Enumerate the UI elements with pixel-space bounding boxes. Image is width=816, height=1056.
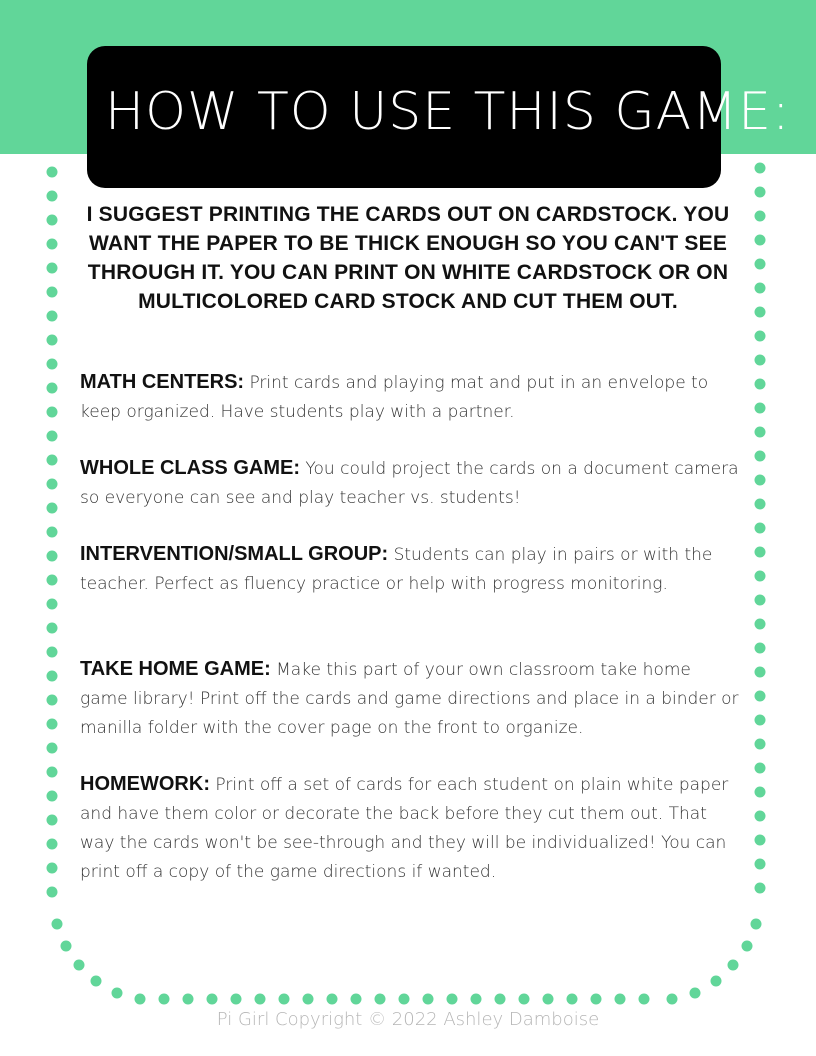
border-dot xyxy=(52,919,63,930)
border-dot xyxy=(755,739,766,750)
border-dot xyxy=(74,960,85,971)
border-dot xyxy=(255,994,266,1005)
border-dot xyxy=(755,283,766,294)
section-intervention xyxy=(80,540,740,599)
border-dot xyxy=(351,994,362,1005)
border-dot xyxy=(47,791,58,802)
border-dot xyxy=(755,355,766,366)
border-dot xyxy=(751,919,762,930)
border-dot xyxy=(519,994,530,1005)
border-dot xyxy=(47,695,58,706)
border-dot xyxy=(135,994,146,1005)
border-dot xyxy=(47,359,58,370)
border-dot xyxy=(47,191,58,202)
section-heading: WHOLE CLASS GAME: xyxy=(80,457,300,479)
border-dot xyxy=(755,859,766,870)
section-heading: INTERVENTION/SMALL GROUP: xyxy=(80,543,389,565)
border-dot xyxy=(755,523,766,534)
border-dot xyxy=(755,667,766,678)
border-dot xyxy=(755,163,766,174)
border-dot xyxy=(47,503,58,514)
border-dot xyxy=(61,941,72,952)
border-dot xyxy=(303,994,314,1005)
border-dot xyxy=(667,994,678,1005)
border-dot xyxy=(755,235,766,246)
border-dot xyxy=(47,479,58,490)
border-dot xyxy=(639,994,650,1005)
border-dot xyxy=(47,239,58,250)
border-dot xyxy=(591,994,602,1005)
border-dot xyxy=(755,403,766,414)
border-dot xyxy=(47,719,58,730)
border-dot xyxy=(755,451,766,462)
border-dot xyxy=(47,743,58,754)
border-dot xyxy=(755,547,766,558)
border-dot xyxy=(47,431,58,442)
border-dot xyxy=(755,715,766,726)
border-dot xyxy=(47,863,58,874)
border-dot xyxy=(755,691,766,702)
border-dot xyxy=(47,335,58,346)
border-dot xyxy=(755,619,766,630)
section-heading: TAKE HOME GAME: xyxy=(80,658,271,680)
border-dot xyxy=(755,787,766,798)
border-dot xyxy=(47,599,58,610)
section-heading: MATH CENTERS: xyxy=(80,371,245,393)
section-homework xyxy=(80,770,740,887)
title-banner xyxy=(87,46,791,188)
border-dot xyxy=(755,427,766,438)
border-dot xyxy=(755,811,766,822)
border-dot xyxy=(755,595,766,606)
border-dot xyxy=(47,311,58,322)
border-dot xyxy=(447,994,458,1005)
section-whole-class-game xyxy=(80,454,740,513)
section-body: You could project the cards on a document camera so everyone can see and play teacher vs. students! xyxy=(80,459,739,508)
border-dot xyxy=(279,994,290,1005)
border-dot xyxy=(47,575,58,586)
border-dot xyxy=(471,994,482,1005)
border-dot xyxy=(159,994,170,1005)
section-heading: HOMEWORK: xyxy=(80,773,210,795)
intro-paragraph: I SUGGEST PRINTING THE CARDS OUT ON CARDSTOCK. YOU WANT THE PAPER TO BE THICK ENOUGH SO YOU CAN'T SEE THROUGH IT. YOU CAN PRINT ON WHITE CARDSTOCK OR ON MULTICOLORED CARD STOCK AND CUT THEM OUT. xyxy=(86,203,730,313)
border-dot xyxy=(375,994,386,1005)
border-dot xyxy=(755,259,766,270)
border-dot xyxy=(47,527,58,538)
border-dot xyxy=(47,455,58,466)
border-dot xyxy=(755,835,766,846)
border-dot xyxy=(755,571,766,582)
border-dot xyxy=(47,215,58,226)
copyright-footer: Pi Girl Copyright © 2022 Ashley Damboise xyxy=(216,1009,600,1030)
border-dot xyxy=(47,767,58,778)
border-dot xyxy=(399,994,410,1005)
border-dot xyxy=(615,994,626,1005)
border-dot xyxy=(47,407,58,418)
section-body: Students can play in pairs or with the teacher. Perfect as fluency practice or help with progress monitoring. xyxy=(80,545,713,594)
section-body: Print cards and playing mat and put in an envelope to keep organized. Have students play with a partner. xyxy=(80,373,709,422)
border-dot xyxy=(543,994,554,1005)
border-dot xyxy=(47,383,58,394)
border-dot xyxy=(47,671,58,682)
border-dot xyxy=(423,994,434,1005)
border-dot xyxy=(47,815,58,826)
border-dot xyxy=(47,623,58,634)
border-dot xyxy=(755,331,766,342)
border-dot xyxy=(207,994,218,1005)
border-dot xyxy=(755,307,766,318)
border-dot xyxy=(495,994,506,1005)
border-dot xyxy=(742,941,753,952)
border-dot xyxy=(711,976,722,987)
section-body: Make this part of your own classroom take home game library! Print off the cards and game directions and place in a binder or manilla folder with the cover page on the front to organize. xyxy=(80,660,739,738)
border-dot xyxy=(47,839,58,850)
border-dot xyxy=(567,994,578,1005)
border-dot xyxy=(183,994,194,1005)
border-dot xyxy=(690,988,701,999)
border-dot xyxy=(755,379,766,390)
border-dot xyxy=(112,988,123,999)
border-dot xyxy=(755,883,766,894)
border-dot xyxy=(755,187,766,198)
section-body: Print off a set of cards for each student on plain white paper and have them color or decorate the back before they cut them out. That way the cards won't be see-through and they will be individualized! You can print off a copy of the game directions if wanted. xyxy=(80,775,729,882)
border-dot xyxy=(47,167,58,178)
border-dot xyxy=(47,647,58,658)
page-title: HOW TO USE THIS GAME: xyxy=(105,82,791,142)
border-dot xyxy=(47,263,58,274)
border-dot xyxy=(755,211,766,222)
border-dot xyxy=(755,763,766,774)
border-dot xyxy=(47,287,58,298)
border-dot xyxy=(47,551,58,562)
border-dot xyxy=(47,887,58,898)
border-dot xyxy=(755,475,766,486)
border-dot xyxy=(231,994,242,1005)
border-dot xyxy=(91,976,102,987)
border-dot xyxy=(755,499,766,510)
border-dot xyxy=(728,960,739,971)
border-dot xyxy=(755,643,766,654)
border-dot xyxy=(327,994,338,1005)
section-math-centers xyxy=(80,368,740,427)
section-take-home-game xyxy=(80,655,740,743)
